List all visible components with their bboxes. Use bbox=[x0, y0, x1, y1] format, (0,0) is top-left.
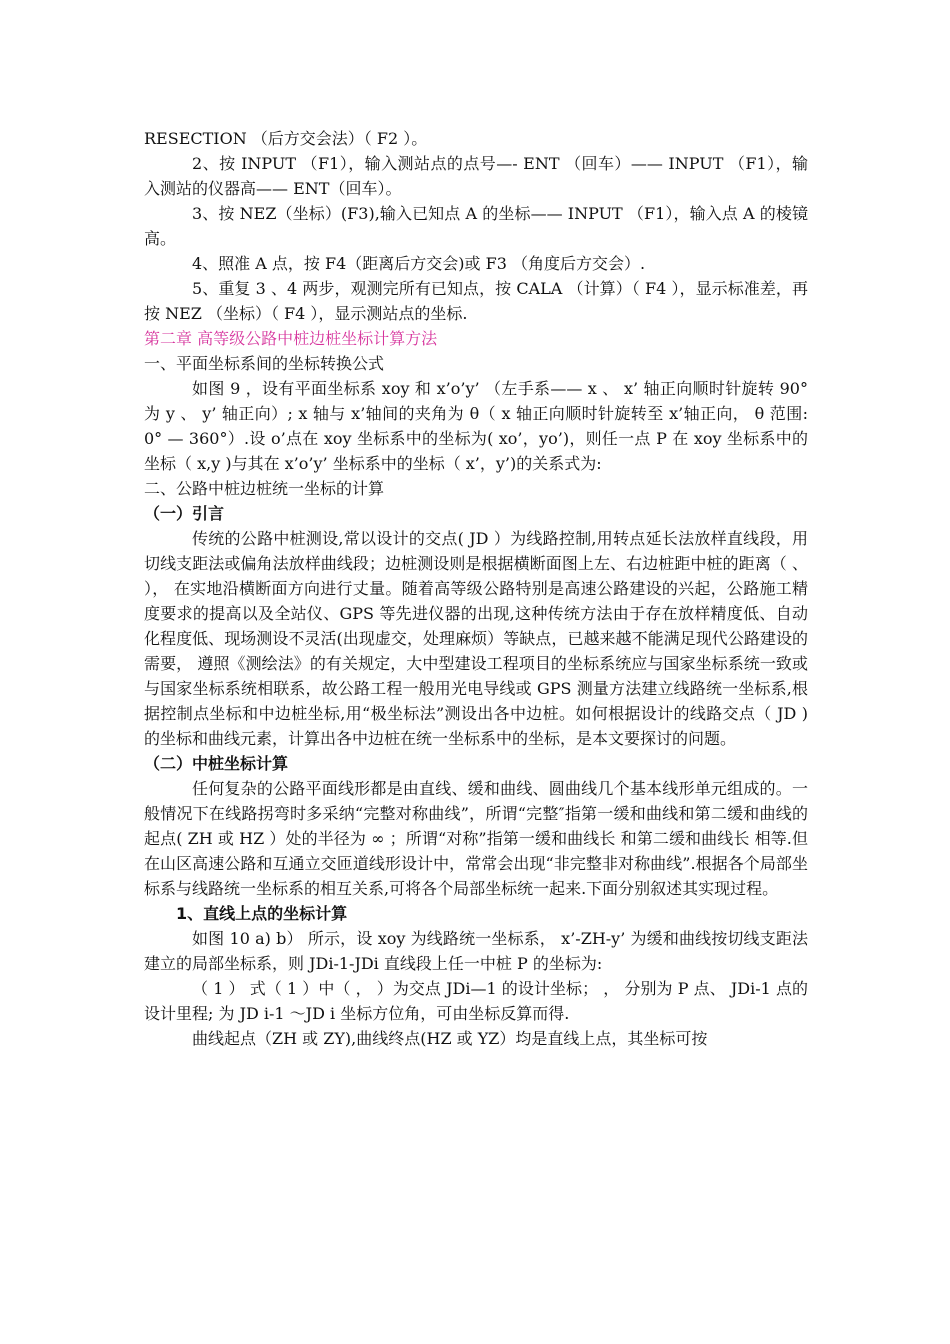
paragraph-resection: RESECTION （后方交会法）（ F2 ）。 bbox=[144, 129, 428, 148]
paragraph-step-3: 3、按 NEZ（坐标）(F3),输入已知点 A 的坐标—— INPUT （F1），输入点 A 的棱镜高。 bbox=[144, 204, 808, 248]
section-heading-1: 一、平面坐标系间的坐标转换公式 bbox=[144, 354, 385, 373]
subheading-introduction: （一）引言 bbox=[144, 504, 225, 523]
paragraph-curve-elements: 任何复杂的公路平面线形都是由直线、缓和曲线、圆曲线几个基本线形单元组成的。一般情况下在线路拐弯时多采纳“完整对称曲线”，所谓“完整″指第一缓和曲线和第二缓和曲线的起点( ZH 或 HZ ）处的半径为 ∞ ；所谓“对称”指第一缓和曲线长 和第二缓和曲线长 相等.但在山区高速公路和互通立交匝道线形设计中，常常会出现“非完整非对称曲线”.根据各个局部坐标系与线路统一坐标系的相互关系,可将各个局部坐标统一起来.下面分别叙述其实现过程。 bbox=[144, 779, 808, 898]
paragraph-figure-10: 如图 10 a) b） 所示，设 xoy 为线路统一坐标系， x’-ZH-y’ 为缓和曲线按切线支距法建立的局部坐标系，则 JDi-1-JDi 直线段上任一中桩 P 的坐标为: bbox=[144, 929, 808, 973]
paragraph-coordinate-transform: 如图 9 ，设有平面坐标系 xoy 和 x’o’y’ （左手系—— x 、 x’ 轴正向顺时针旋转 90° 为 y 、 y’ 轴正向）; x 轴与 x’轴间的夹角为 θ（ x 轴正向顺时针旋转至 x’轴正向， θ 范围: 0° — 360°）.设 o’点在 xoy 坐标系中的坐标为( xo’，yo’)，则任一点 P 在 xoy 坐标系中的坐标（ x,y )与其在 x’o’y’ 坐标系中的坐标（ x’，y’)的关系式为: bbox=[144, 379, 808, 473]
section-heading-2: 二、公路中桩边桩统一坐标的计算 bbox=[144, 479, 385, 498]
paragraph-curve-endpoints: 曲线起点（ZH 或 ZY),曲线终点(HZ 或 YZ）均是直线上点，其坐标可按 bbox=[192, 1029, 708, 1048]
subheading-straight-line: 1、直线上点的坐标计算 bbox=[176, 904, 348, 923]
paragraph-step-4: 4、照准 A 点，按 F4（距离后方交会)或 F3 （角度后方交会）. bbox=[192, 254, 646, 273]
subheading-center-stake: （二）中桩坐标计算 bbox=[144, 754, 289, 773]
paragraph-introduction: 传统的公路中桩测设,常以设计的交点( JD ）为线路控制,用转点延长法放样直线段，用切线支距法或偏角法放样曲线段；边桩测设则是根据横断面图上左、右边桩距中桩的距离（ 、 ）， 在实地沿横断面方向进行丈量。随着高等级公路特别是高速公路建设的兴起，公路施工精度要求的提高以及全站仪、GPS 等先进仪器的出现,这种传统方法由于存在放样精度低、自动化程度低、现场测设不灵活(出现虚交，处理麻烦）等缺点，已越来越不能满足现代公路建设的需要， 遵照《测绘法》的有关规定，大中型建设工程项目的坐标系统应与国家坐标系统一致或与国家坐标系统相联系，故公路工程一般用光电导线或 GPS 测量方法建立线路统一坐标系,根据控制点坐标和中边桩坐标,用“极坐标法”测设出各中边桩。如何根据设计的线路交点（ JD )的坐标和曲线元素，计算出各中边桩在统一坐标系中的坐标，是本文要探讨的问题。 bbox=[144, 529, 808, 748]
chapter-title: 第二章 高等级公路中桩边桩坐标计算方法 bbox=[144, 329, 438, 348]
paragraph-step-5: 5、重复 3 、4 两步，观测完所有已知点，按 CALA （计算）（ F4 ），显示标准差，再按 NEZ （坐标）（ F4 ），显示测站点的坐标. bbox=[144, 279, 808, 323]
paragraph-formula-1: （ 1 ） 式（ 1 ）中（ ， ）为交点 JDi—1 的设计坐标； ， 分别为 P 点、 JDi-1 点的设计里程; 为 JD i-1 ～JD i 坐标方位角，可由坐标反算而得. bbox=[144, 979, 808, 1023]
document-page bbox=[144, 126, 808, 1051]
paragraph-step-2: 2、按 INPUT （F1），输入测站点的点号—- ENT （回车）—— INPUT （F1），输入测站的仪器高—— ENT（回车）。 bbox=[144, 154, 808, 198]
